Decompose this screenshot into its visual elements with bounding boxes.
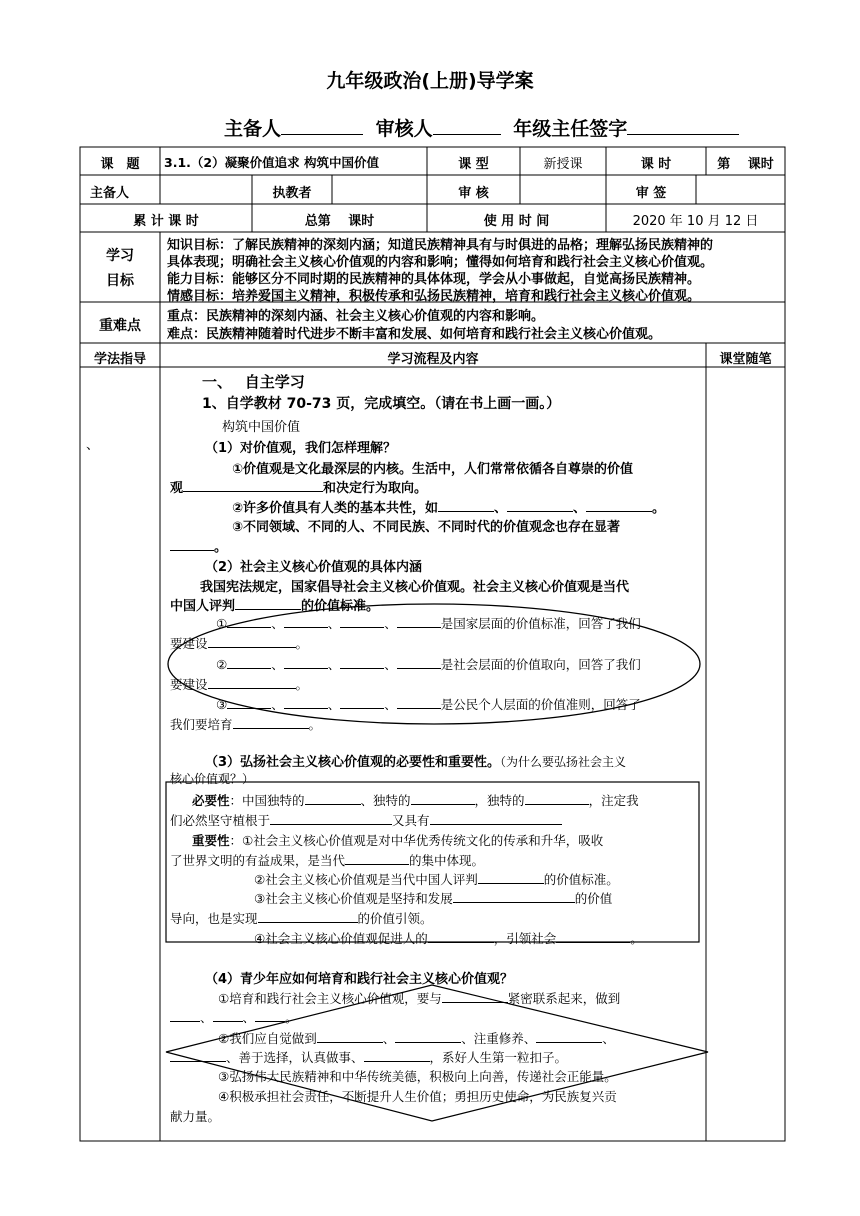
q4-item-2-cont: 、善于选择，认真做事、 ，系好人生第一粒扣子。 [170, 1048, 567, 1066]
objective-line: 情感目标：培养爱国主义精神，积极传承和弘扬民族精神，培育和践行社会主义核心价值观。 [167, 289, 701, 304]
type-value: 新授课 [543, 157, 583, 172]
q1-c: ③不同领域、不同的人、不同民族、不同时代的价值观念也存在显著 [232, 520, 621, 535]
total-hours-label: 总第 课时 [304, 214, 375, 229]
importance-line-3: ③社会主义核心价值观是坚持和发展 的价值 [254, 891, 613, 906]
objective-line: 具体表现；明确社会主义核心价值观的内容和影响；懂得如何培育和践行社会主义核心价值观。 [167, 255, 714, 270]
hours-label: 课 时 [640, 157, 672, 172]
reviewer-label: 审核人 [375, 118, 433, 140]
objective-line: 能力目标：能够区分不同时期的民族精神的具体体现，学会从小事做起，自觉高扬民族精神。 [167, 272, 701, 287]
q4-title: （4）青少年应如何培育和践行社会主义核心价值观？ [205, 972, 514, 987]
keypoint-line: 重点：民族精神的深刻内涵、社会主义核心价值观的内容和影响。 [167, 309, 545, 324]
row2-preparer-label: 主备人 [90, 186, 130, 201]
keypoints-label: 重难点 [99, 318, 141, 334]
guide-mark: 、 [86, 438, 100, 453]
sign-label: 审 签 [635, 186, 667, 201]
importance-line-2: ②社会主义核心价值观是当代中国人评判 的价值标准。 [254, 872, 619, 887]
importance-line-1: 重要性：①社会主义核心价值观是对中华优秀传统文化的传承和升华，吸收 [192, 833, 604, 848]
q2-item-3: ③ 、 、 、 是公民个人层面的价值准则，回答了 [216, 697, 641, 712]
q3-title: （3）弘扬社会主义核心价值观的必要性和重要性。（为什么要弘扬社会主义 [205, 755, 627, 770]
use-time-label: 使 用 时 间 [483, 214, 550, 229]
section-1-task: 1、自学教材 70-73 页，完成填空。（请在书上画一画。） [202, 396, 561, 412]
q1-a-cont: 观 和决定行为取向。 [170, 477, 427, 496]
col-notes: 课堂随笔 [719, 352, 772, 367]
importance-line-4: ④社会主义核心价值观促进人的 ，引领社会 。 [254, 931, 643, 946]
section-1-title: 一、 自主学习 [202, 373, 305, 391]
necessity-line: 必要性：中国独特的 、独特的 ，独特的 ，注定我 [192, 793, 639, 808]
use-date: 2020 年 10 月 12 日 [632, 214, 759, 229]
q4-item-3: ③弘扬伟大民族精神和中华传统美德，积极向上向善，传递社会正能量。 [218, 1069, 617, 1084]
topic-value: 3.1.（2）凝聚价值追求 构筑中国价值 [164, 155, 379, 170]
q2-intro-cont: 中国人评判 的价值标准。 [170, 595, 379, 614]
header-signature-line [224, 114, 739, 141]
director-blank [627, 116, 739, 135]
q1-title: （1）对价值观，我们怎样理解？ [205, 441, 397, 456]
q2-item-2-cont: 要建设 。 [170, 677, 309, 692]
objective-line: 知识目标：了解民族精神的深刻内涵；知道民族精神具有与时俱进的品格；理解弘扬民族精神的 [167, 238, 714, 253]
q3-paren-cont: 核心价值观？） [170, 772, 255, 786]
importance-line-1b: 了世界文明的有益成果，是当代 的集中体现。 [170, 853, 485, 868]
hours-value: 第 课时 [717, 157, 774, 172]
importance-line-3b: 导向，也是实现 的价值引领。 [170, 911, 433, 926]
q2-title: （2）社会主义核心价值观的具体内涵 [205, 560, 423, 575]
q2-item-1-cont: 要建设 。 [170, 636, 309, 651]
q2-item-3-cont: 我们要培育 。 [170, 717, 322, 732]
necessity-line-2: 们必然坚守植根于 又具有 [170, 811, 562, 829]
q2-item-1: ① 、 、 、 是国家层面的价值标准，回答了我们 [216, 616, 641, 631]
type-label: 课 型 [458, 157, 489, 172]
q2-item-2: ② 、 、 、 是社会层面的价值取向，回答了我们 [216, 657, 641, 672]
q4-item-1-cont: 、 、 。 [170, 1008, 298, 1026]
reviewer-blank [433, 116, 501, 135]
q4-item-1: ①培育和践行社会主义核心价值观，要与 紧密联系起来，做到 [218, 991, 621, 1006]
topic-label: 课 题 [100, 157, 140, 172]
teacher-label: 执教者 [272, 186, 312, 201]
q4-item-4: ④积极承担社会责任，不断提升人生价值；勇担历史使命，为民族复兴贡 [218, 1089, 617, 1104]
q1-c-cont: 。 [170, 536, 227, 555]
keypoint-line: 难点：民族精神随着时代进步不断丰富和发展、如何培育和践行社会主义核心价值观。 [167, 327, 662, 342]
col-process: 学习流程及内容 [387, 352, 479, 367]
objectives-label-2: 目标 [106, 273, 134, 289]
q4-item-4-cont: 献力量。 [170, 1109, 221, 1124]
section-1-topic: 构筑中国价值 [222, 420, 301, 435]
objectives-label-1: 学习 [106, 248, 134, 264]
preparer-blank [281, 116, 363, 135]
q1-a: ①价值观是文化最深层的内核。生活中，人们常常依循各自尊崇的价值 [232, 462, 634, 477]
page-title: 九年级政治(上册)导学案 [326, 70, 534, 92]
q4-item-2: ②我们应自觉做到 、 、注重修养、 、 [218, 1031, 615, 1046]
director-label: 年级主任签字 [513, 118, 628, 140]
preparer-label: 主备人 [224, 118, 282, 140]
review-label: 审 核 [458, 186, 489, 201]
q2-intro: 我国宪法规定，国家倡导社会主义核心价值观。社会主义核心价值观是当代 [200, 580, 630, 595]
q1-b: ②许多价值具有人类的基本共性，如 、 、 。 [232, 497, 665, 516]
cumulative-hours-label: 累 计 课 时 [133, 214, 199, 229]
col-guide: 学法指导 [93, 352, 146, 367]
